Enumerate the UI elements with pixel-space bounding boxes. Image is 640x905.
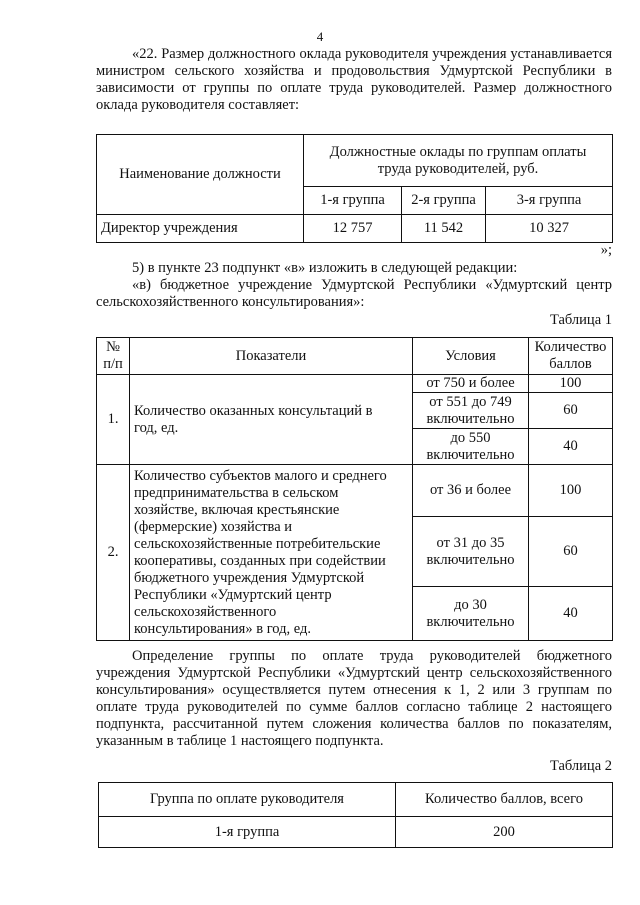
t1-row1-indicator-line2: год, ед.	[134, 419, 179, 436]
t1-header-num-line2: п/п	[103, 356, 123, 372]
t1-row1-indicator	[130, 375, 413, 465]
t1-row1-indicator-line1: Количество оказанных консультаций в	[134, 402, 373, 419]
t1-row1-condition-3	[413, 429, 529, 465]
salary-value-3: 10 327	[486, 215, 613, 243]
salary-group-1: 1-я группа	[304, 187, 402, 215]
salary-table	[96, 134, 613, 243]
salary-header-groups-line2: труда руководителей, руб.	[377, 160, 539, 177]
salary-header-groups-line1: Должностные оклады по группам оплаты	[329, 143, 587, 160]
item-v-line1: «в) бюджетное учреждение Удмуртской Республики «Удмуртский центр	[132, 277, 612, 293]
closing-quote: »;	[600, 242, 612, 258]
groups-table	[98, 782, 613, 848]
salary-group-3: 3-я группа	[486, 187, 613, 215]
t1-row2-indicator	[130, 465, 413, 641]
t1-row2-condition-2-line2: включительно	[426, 551, 515, 568]
t1-row2-condition-3-line2: включительно	[426, 613, 515, 630]
salary-value-2: 11 542	[402, 215, 486, 243]
t1-row2-points-1: 100	[529, 465, 613, 517]
t1-row1-condition-2	[413, 393, 529, 429]
t1-row2-indicator-line7: бюджетного учреждения Удмуртской	[134, 569, 365, 586]
page-number: 4	[316, 29, 324, 44]
t1-row2-indicator-line9: сельскохозяйственного	[134, 603, 277, 620]
t1-row1-condition-3-line2: включительно	[426, 446, 515, 463]
t1-row2-condition-2-line1: от 31 до 35	[436, 534, 505, 551]
t1-row2-points-3: 40	[529, 587, 613, 641]
indicators-table	[96, 337, 613, 641]
t1-row2-indicator-line10: консультирования» в год, ед.	[134, 620, 311, 637]
t1-row1-points-1: 100	[529, 375, 613, 393]
t1-row2-indicator-line2: предпринимательства в сельском	[134, 484, 339, 501]
t1-row1-num: 1.	[97, 375, 130, 465]
t1-row2-condition-2	[413, 517, 529, 587]
t2-row1-group: 1-я группа	[99, 817, 396, 848]
t1-row1-points-2: 60	[529, 393, 613, 429]
t1-row1-condition-2-line2: включительно	[426, 410, 515, 427]
paragraph-22: «22. Размер должностного оклада руководителя учреждения устанавливается министром сельского хозяйства и продовольствия Удмуртской Республики в зависимости от группы по оплате труда руководителей. Размер должностного оклада руководителя составляет:	[96, 46, 612, 113]
t1-header-points-line2: баллов	[549, 356, 592, 372]
t1-header-points	[529, 338, 613, 375]
t1-row1-condition-1: от 750 и более	[413, 375, 529, 393]
t1-header-num	[97, 338, 130, 375]
item-v-line2: сельскохозяйственного консультирования»:	[96, 294, 365, 310]
t1-row2-indicator-line6: кооперативы, созданных при содействии	[134, 552, 386, 569]
t1-row1-condition-2-line1: от 551 до 749	[429, 393, 512, 410]
t1-row2-points-2: 60	[529, 517, 613, 587]
salary-header-groups	[304, 135, 613, 187]
t1-row1-condition-3-line1: до 550	[450, 429, 491, 446]
t1-row2-indicator-line8: Республики «Удмуртский центр	[134, 586, 332, 603]
table1-label: Таблица 1	[549, 312, 612, 328]
salary-group-2: 2-я группа	[402, 187, 486, 215]
t1-header-conditions: Условия	[413, 338, 529, 375]
t1-row2-indicator-line3: хозяйстве, включая крестьянские	[134, 501, 340, 518]
t1-header-points-line1: Количество	[534, 339, 607, 355]
t1-row2-num: 2.	[97, 465, 130, 641]
t1-row2-condition-1: от 36 и более	[413, 465, 529, 517]
t1-row2-indicator-line5: сельскохозяйственные потребительские	[134, 535, 381, 552]
salary-row-label: Директор учреждения	[97, 215, 304, 243]
salary-value-1: 12 757	[304, 215, 402, 243]
t2-header-points: Количество баллов, всего	[396, 783, 613, 817]
salary-header-position: Наименование должности	[97, 135, 304, 215]
t1-row2-indicator-line4: (фермерские) хозяйства и	[134, 518, 293, 535]
t1-row2-indicator-line1: Количество субъектов малого и среднего	[134, 467, 387, 484]
t1-row2-condition-3-line1: до 30	[454, 596, 487, 613]
item-5: 5) в пункте 23 подпункт «в» изложить в следующей редакции:	[132, 260, 518, 276]
t1-header-indicators: Показатели	[130, 338, 413, 375]
t2-header-group: Группа по оплате руководителя	[99, 783, 396, 817]
table2-label: Таблица 2	[549, 758, 612, 774]
t1-header-num-line1: №	[106, 339, 120, 355]
definition-paragraph: Определение группы по оплате труда руководителей бюджетного учреждения Удмуртской Республики «Удмуртский центр сельскохозяйственного консультирования» осуществляется путем отнесения к 1, 2 или 3 группам по оплате труда руководителей по сумме баллов согласно таблице 2 настоящего подпункта, рассчитанной путем сложения количества баллов по показателям, указанным в таблице 1 настоящего подпункта.	[96, 648, 612, 749]
t1-row2-condition-3	[413, 587, 529, 641]
t2-row1-points: 200	[396, 817, 613, 848]
t1-row1-points-3: 40	[529, 429, 613, 465]
